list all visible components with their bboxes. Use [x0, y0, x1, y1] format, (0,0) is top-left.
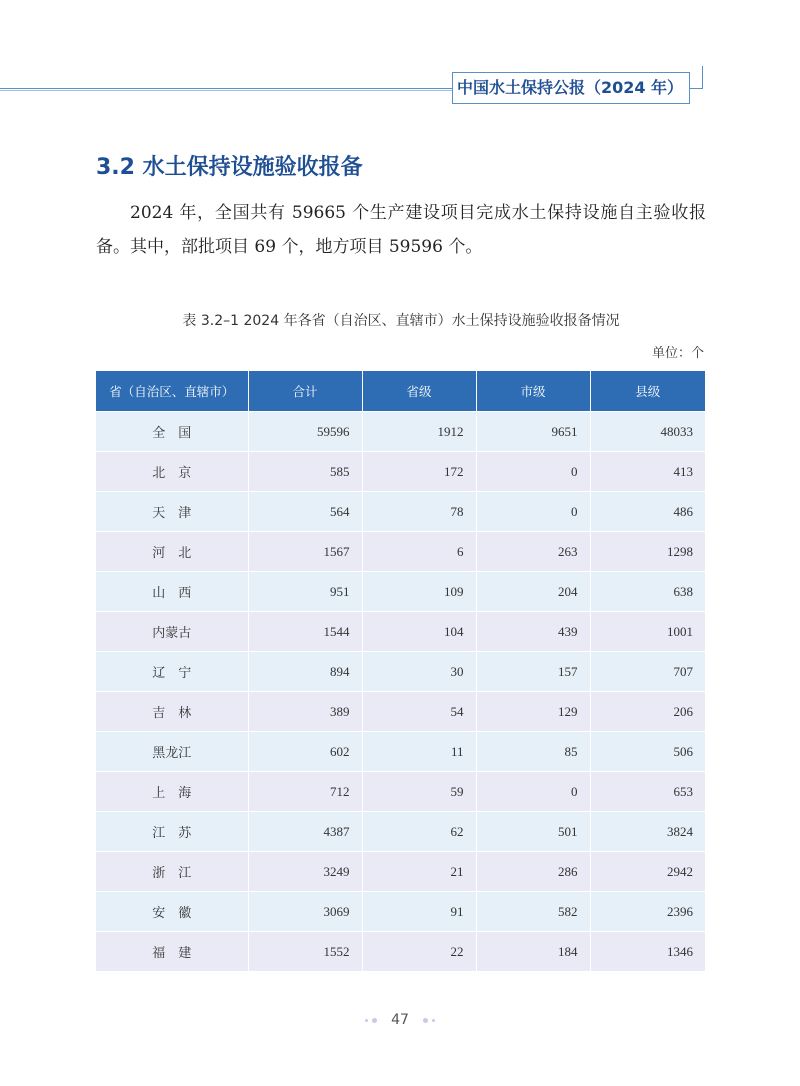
- cell-province: 辽 宁: [96, 652, 248, 692]
- cell-provincial: 30: [362, 652, 476, 692]
- table-row: [96, 532, 705, 572]
- table-row: [96, 892, 705, 932]
- cell-provincial: 1912: [362, 412, 476, 452]
- column-header-total: 合计: [248, 371, 362, 412]
- cell-total: 3249: [248, 852, 362, 892]
- cell-province: 北 京: [96, 452, 248, 492]
- table-row: [96, 572, 705, 612]
- cell-county: 1346: [590, 932, 705, 972]
- cell-provincial: 78: [362, 492, 476, 532]
- cell-provincial: 172: [362, 452, 476, 492]
- cell-province: 安 徽: [96, 892, 248, 932]
- cell-total: 894: [248, 652, 362, 692]
- cell-municipal: 0: [476, 772, 590, 812]
- cell-municipal: 157: [476, 652, 590, 692]
- cell-county: 2942: [590, 852, 705, 892]
- cell-municipal: 286: [476, 852, 590, 892]
- table-row: [96, 652, 705, 692]
- table-unit: 单位：个: [651, 346, 704, 361]
- table-row: [96, 692, 705, 732]
- cell-provincial: 59: [362, 772, 476, 812]
- header-corner-ornament: [690, 66, 703, 89]
- header-rule: [0, 88, 452, 89]
- column-header-provincial: 省级: [362, 371, 476, 412]
- cell-province: 河 北: [96, 532, 248, 572]
- cell-county: 1298: [590, 532, 705, 572]
- table-row: [96, 812, 705, 852]
- column-header-province: 省（自治区、直辖市）: [96, 371, 248, 412]
- cell-total: 564: [248, 492, 362, 532]
- cell-provincial: 6: [362, 532, 476, 572]
- cell-provincial: 11: [362, 732, 476, 772]
- cell-municipal: 204: [476, 572, 590, 612]
- footer-dot-icon: [423, 1018, 428, 1023]
- column-header-municipal: 市级: [476, 371, 590, 412]
- cell-municipal: 582: [476, 892, 590, 932]
- cell-county: 413: [590, 452, 705, 492]
- section-paragraph: 2024 年，全国共有 59665 个生产建设项目完成水土保持设施自主验收报备。其中，部批项目 69 个，地方项目 59596 个。: [96, 203, 706, 257]
- cell-total: 389: [248, 692, 362, 732]
- footer-dot-icon: [365, 1019, 368, 1022]
- cell-county: 48033: [590, 412, 705, 452]
- cell-provincial: 54: [362, 692, 476, 732]
- cell-province: 内蒙古: [96, 612, 248, 652]
- cell-county: 486: [590, 492, 705, 532]
- footer-dot-icon: [372, 1018, 377, 1023]
- cell-total: 602: [248, 732, 362, 772]
- cell-province: 福 建: [96, 932, 248, 972]
- cell-total: 951: [248, 572, 362, 612]
- cell-county: 206: [590, 692, 705, 732]
- table-row: [96, 732, 705, 772]
- header-rule-secondary: [0, 90, 452, 91]
- cell-total: 585: [248, 452, 362, 492]
- cell-municipal: 263: [476, 532, 590, 572]
- table-row: [96, 612, 705, 652]
- cell-province: 上 海: [96, 772, 248, 812]
- table-row: [96, 492, 705, 532]
- cell-province: 山 西: [96, 572, 248, 612]
- cell-provincial: 109: [362, 572, 476, 612]
- cell-provincial: 91: [362, 892, 476, 932]
- cell-county: 707: [590, 652, 705, 692]
- cell-province: 黑龙江: [96, 732, 248, 772]
- table-caption: 表 3.2–1 2024 年各省（自治区、直辖市）水土保持设施验收报备情况: [182, 313, 620, 329]
- table-row: [96, 772, 705, 812]
- cell-county: 3824: [590, 812, 705, 852]
- cell-municipal: 184: [476, 932, 590, 972]
- cell-municipal: 129: [476, 692, 590, 732]
- cell-provincial: 62: [362, 812, 476, 852]
- cell-provincial: 104: [362, 612, 476, 652]
- section-title: 3.2 水土保持设施验收报备: [96, 155, 363, 180]
- cell-municipal: 0: [476, 452, 590, 492]
- cell-total: 1552: [248, 932, 362, 972]
- cell-total: 59596: [248, 412, 362, 452]
- cell-province: 天 津: [96, 492, 248, 532]
- cell-municipal: 85: [476, 732, 590, 772]
- column-header-county: 县级: [590, 371, 705, 412]
- cell-municipal: 501: [476, 812, 590, 852]
- cell-county: 638: [590, 572, 705, 612]
- cell-total: 4387: [248, 812, 362, 852]
- cell-province: 全 国: [96, 412, 248, 452]
- table-row: [96, 412, 705, 452]
- cell-total: 3069: [248, 892, 362, 932]
- cell-province: 江 苏: [96, 812, 248, 852]
- cell-municipal: 439: [476, 612, 590, 652]
- running-header-title: 中国水土保持公报（2024 年）: [456, 78, 684, 97]
- cell-municipal: 0: [476, 492, 590, 532]
- cell-total: 712: [248, 772, 362, 812]
- cell-municipal: 9651: [476, 412, 590, 452]
- cell-provincial: 21: [362, 852, 476, 892]
- footer-dot-icon: [432, 1019, 435, 1022]
- acceptance-table: [96, 371, 705, 971]
- cell-province: 浙 江: [96, 852, 248, 892]
- cell-county: 506: [590, 732, 705, 772]
- cell-provincial: 22: [362, 932, 476, 972]
- cell-county: 653: [590, 772, 705, 812]
- page-footer: [0, 1012, 800, 1028]
- cell-total: 1544: [248, 612, 362, 652]
- cell-province: 吉 林: [96, 692, 248, 732]
- table-row: [96, 932, 705, 972]
- table-row: [96, 852, 705, 892]
- table-row: [96, 452, 705, 492]
- page-number: 47: [391, 1012, 409, 1028]
- cell-total: 1567: [248, 532, 362, 572]
- cell-county: 2396: [590, 892, 705, 932]
- table-header-row: [96, 371, 705, 412]
- cell-county: 1001: [590, 612, 705, 652]
